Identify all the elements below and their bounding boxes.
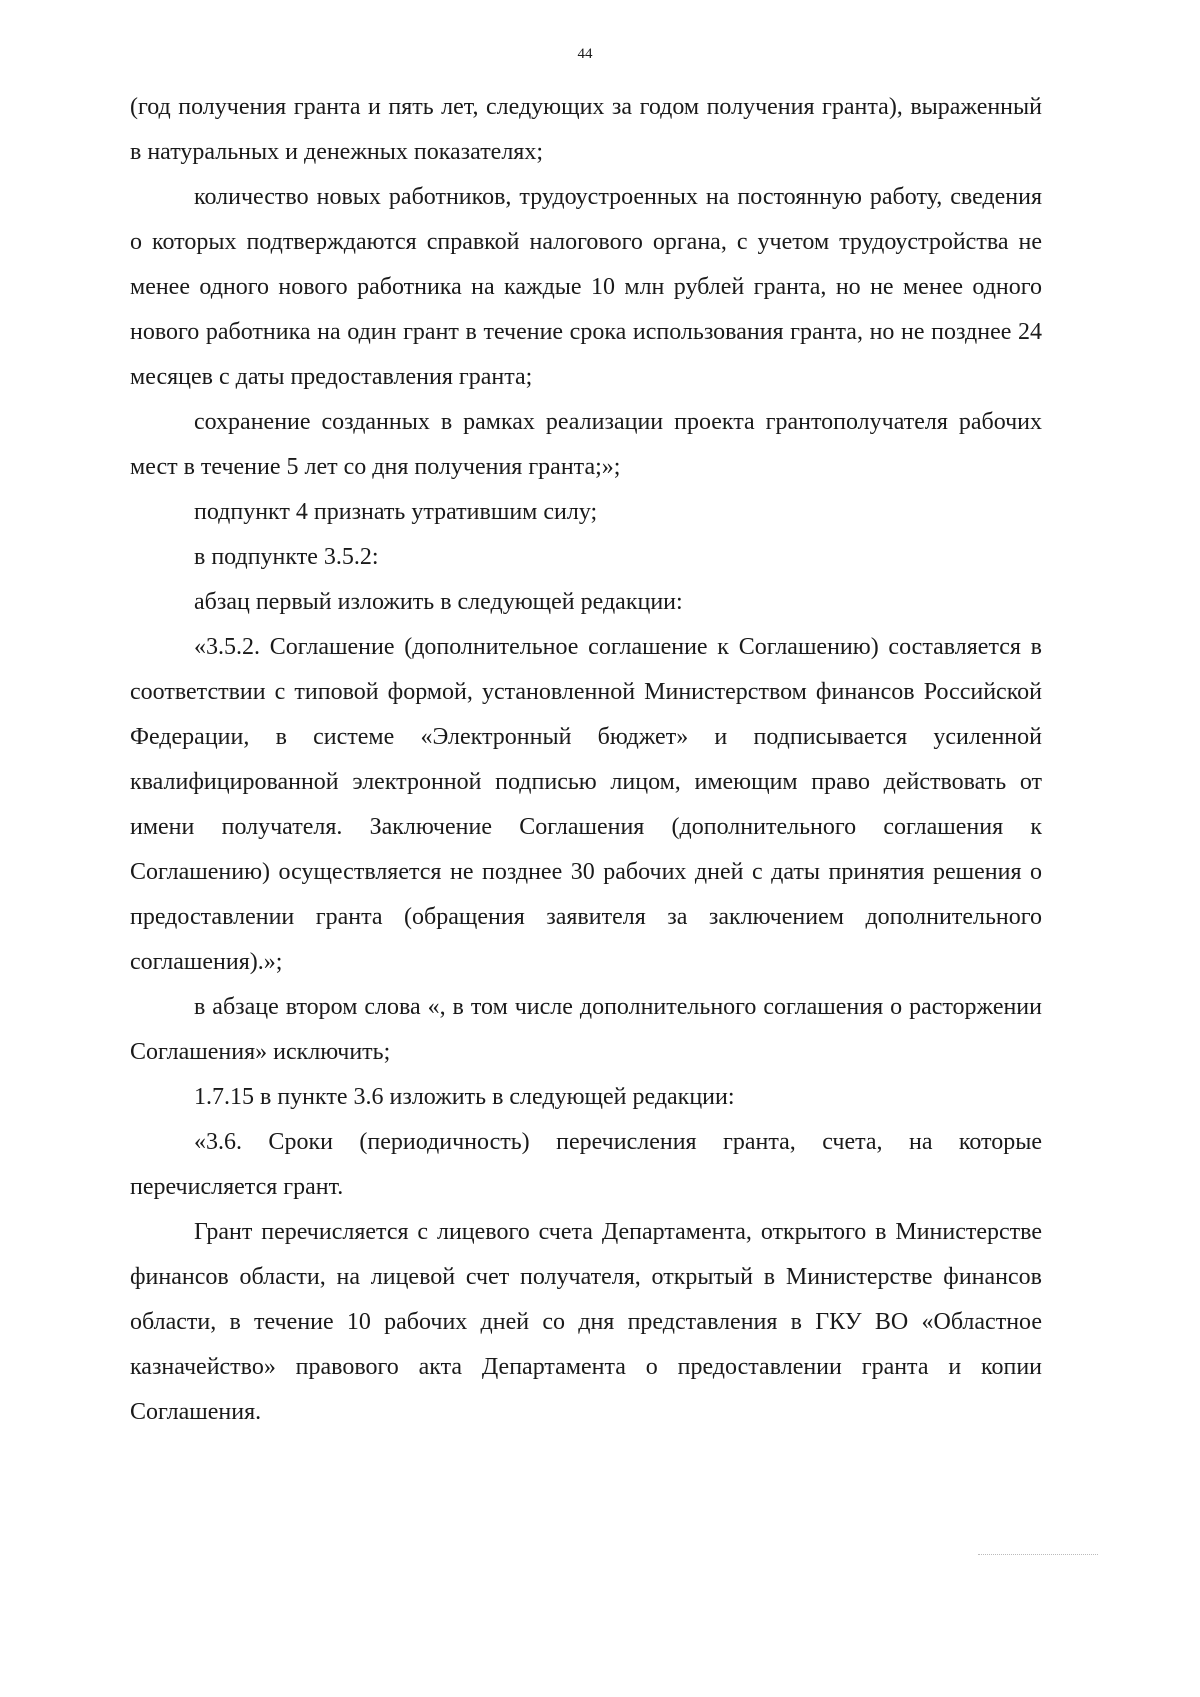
paragraph: сохранение созданных в рамках реализации проекта грантополучателя рабочих мест в течение 5 лет со дня получения гранта;»;: [130, 409, 1042, 480]
scan-artifact: [978, 1546, 1098, 1555]
paragraph: количество новых работников, трудоустроенных на постоянную работу, сведения о которых подтверждаются справкой налогового органа, с учетом трудоустройства не менее одного нового работника на каждые 10 млн рублей гранта, но не менее одного нового работника на один грант в течение срока использования гранта, но не позднее 24 месяцев с даты предоставления гранта;: [130, 184, 1042, 390]
paragraph: в подпункте 3.5.2:: [194, 544, 379, 570]
paragraph: подпункт 4 признать утратившим силу;: [194, 499, 598, 525]
page-number: 44: [577, 46, 593, 62]
paragraph: (год получения гранта и пять лет, следующих за годом получения гранта), выраженный в натуральных и денежных показателях;: [130, 94, 1042, 165]
paragraph: в абзаце втором слова «, в том числе дополнительного соглашения о расторжении Соглашения» исключить;: [130, 994, 1042, 1065]
paragraph: «3.5.2. Соглашение (дополнительное соглашение к Соглашению) составляется в соответствии с типовой формой, установленной Министерством финансов Российской Федерации, в системе «Электронный бюджет» и подписывается усиленной квалифицированной электронной подписью лицом, имеющим право действовать от имени получателя. Заключение Соглашения (дополнительного соглашения к Соглашению) осуществляется не позднее 30 рабочих дней с даты принятия решения о предоставлении гранта (обращения заявителя за заключением дополнительного соглашения).»;: [130, 634, 1042, 975]
document-body: [130, 85, 1042, 1435]
paragraph: «3.6. Сроки (периодичность) перечисления гранта, счета, на которые перечисляется грант.: [130, 1129, 1042, 1200]
paragraph: 1.7.15 в пункте 3.6 изложить в следующей редакции:: [194, 1084, 735, 1110]
paragraph: абзац первый изложить в следующей редакции:: [194, 589, 683, 615]
paragraph: Грант перечисляется с лицевого счета Департамента, открытого в Министерстве финансов области, на лицевой счет получателя, открытый в Министерстве финансов области, в течение 10 рабочих дней со дня представления в ГКУ ВО «Областное казначейство» правового акта Департамента о предоставлении гранта и копии Соглашения.: [130, 1219, 1042, 1425]
